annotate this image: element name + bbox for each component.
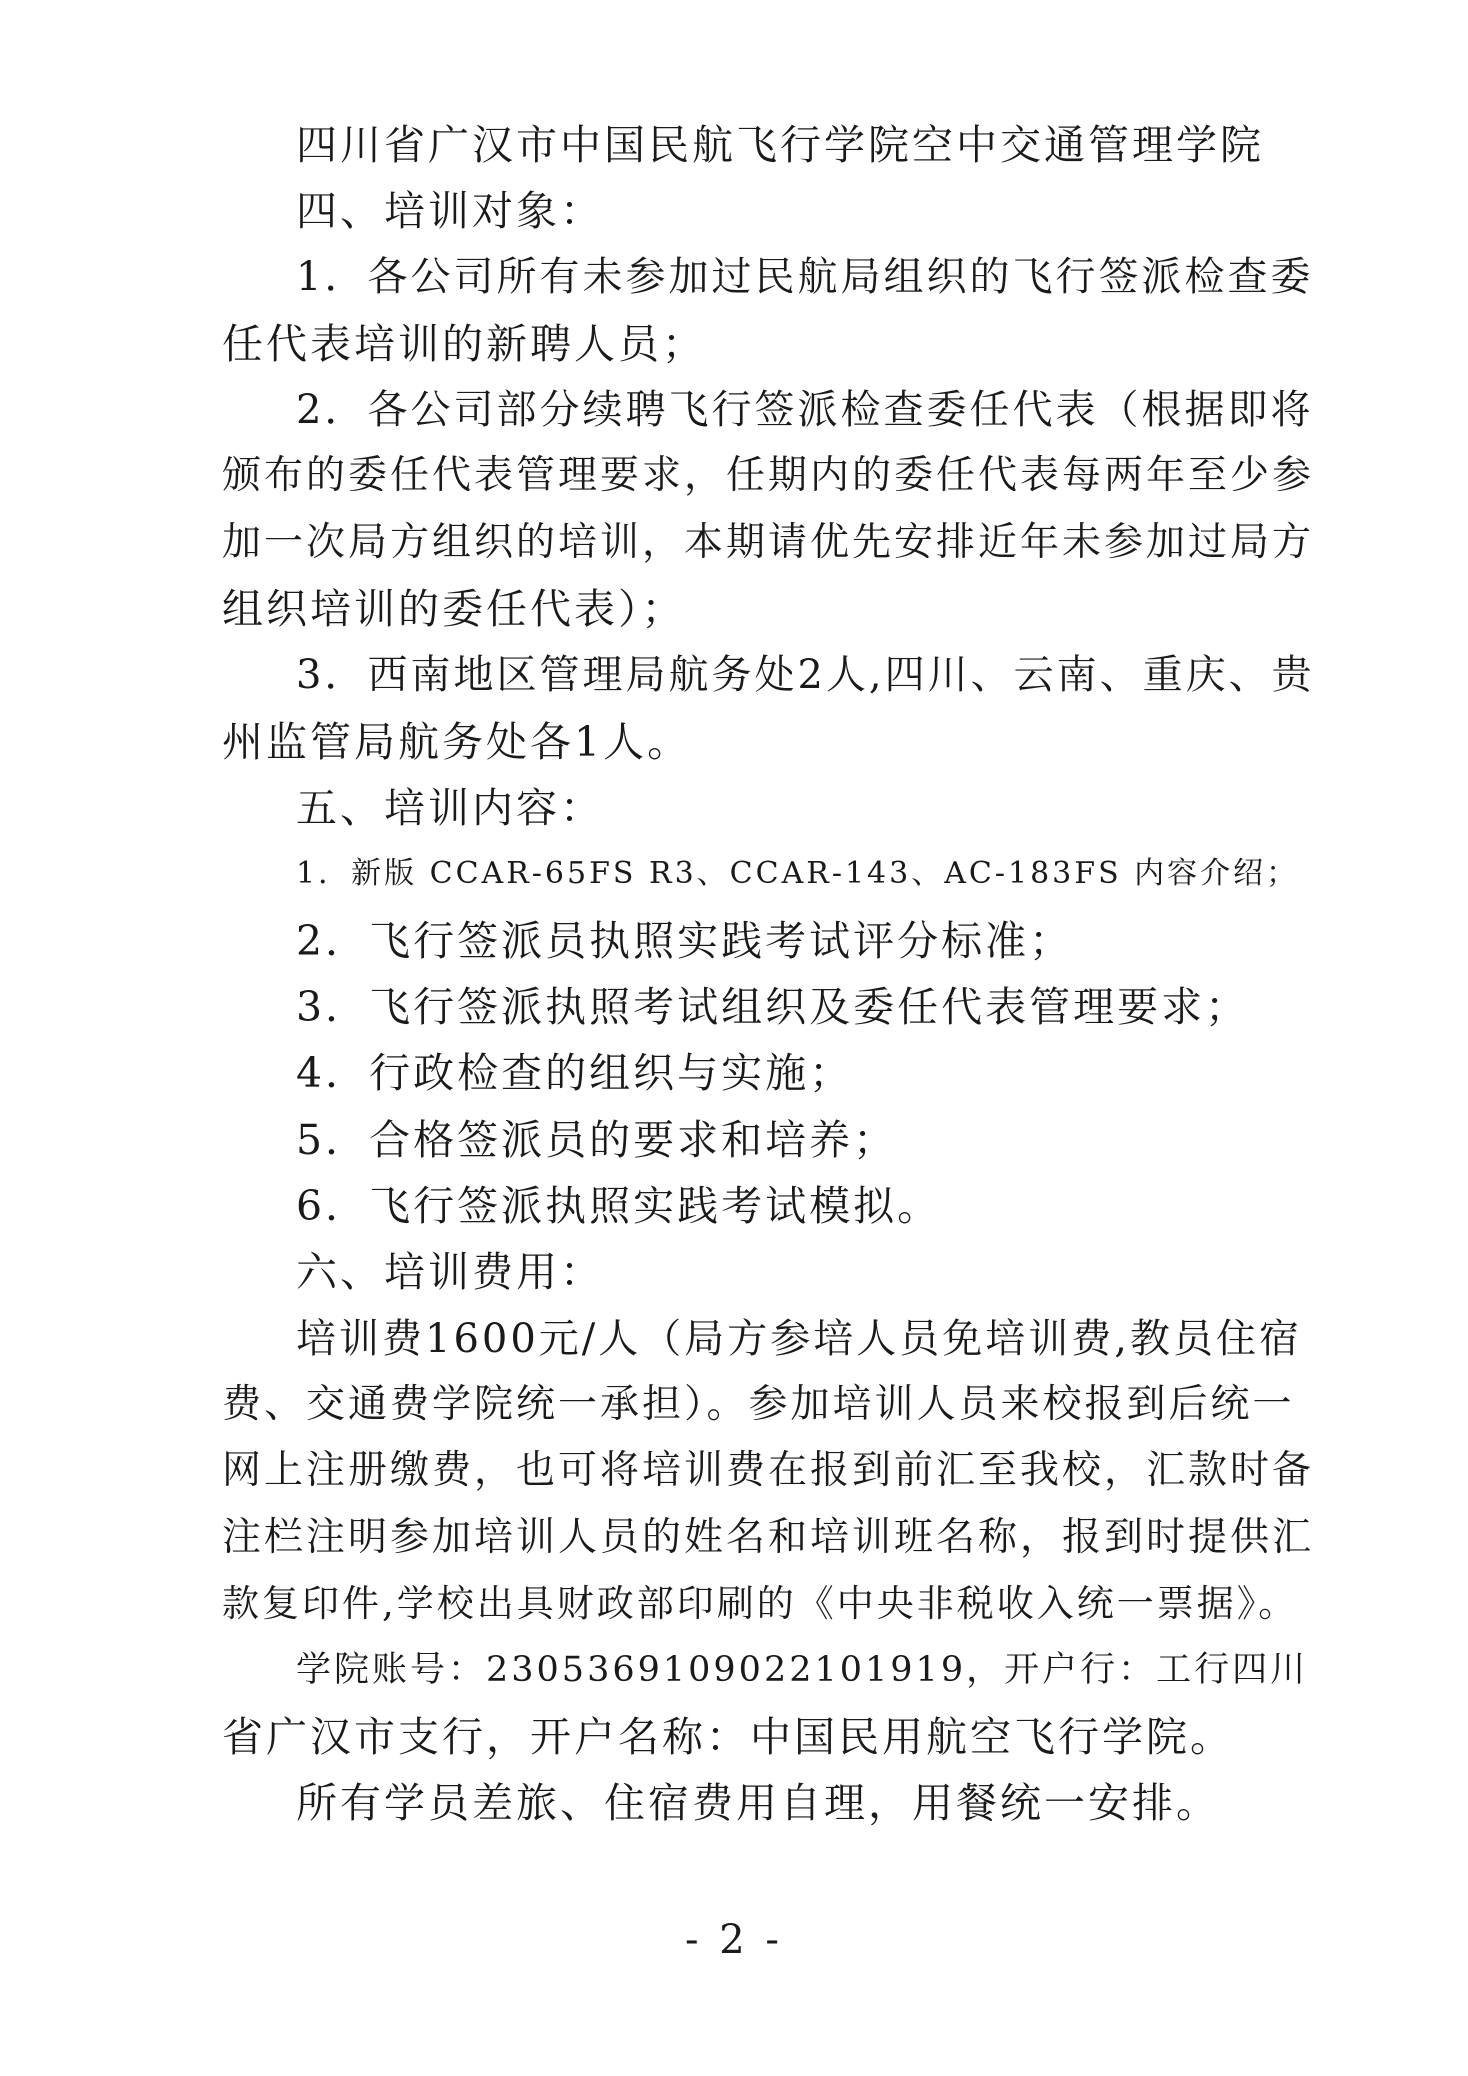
text-line: 颁布的委任代表管理要求，任期内的委任代表每两年至少参 <box>222 453 1315 498</box>
section-heading: 六、培训费用： <box>296 1248 604 1296</box>
text-line: 四川省广汉市中国民航飞行学院空中交通管理学院 <box>296 121 1264 169</box>
list-item: 1．各公司所有未参加过民航局组织的飞行签派检查委 <box>296 254 1314 300</box>
list-item: 2．飞行签派员执照实践考试评分标准； <box>296 917 1074 965</box>
list-item: 1．新版 CCAR-65FS R3、CCAR-143、AC-183FS 内容介绍； <box>296 856 1300 891</box>
list-item: 3．西南地区管理局航务处2人,四川、云南、重庆、贵 <box>296 652 1315 698</box>
list-item: 3．飞行签派执照考试组织及委任代表管理要求； <box>296 983 1250 1031</box>
text-line: 注栏注明参加培训人员的姓名和培训班名称，报到时提供汇 <box>222 1515 1315 1560</box>
text-line: 网上注册缴费，也可将培训费在报到前汇至我校，汇款时备 <box>222 1448 1315 1493</box>
text-line: 加一次局方组织的培训，本期请优先安排近年未参加过局方 <box>222 520 1315 565</box>
section-heading: 四、培训对象： <box>296 187 604 235</box>
text-line: 学院账号：2305369109022101919，开户行：工行四川 <box>296 1650 1309 1690</box>
list-item: 4．行政检查的组织与实施； <box>296 1049 854 1097</box>
list-item: 5．合格签派员的要求和培养； <box>296 1116 898 1164</box>
list-item: 2．各公司部分续聘飞行签派检查委任代表（根据即将 <box>296 387 1314 433</box>
text-line: 任代表培训的新聘人员； <box>222 320 706 368</box>
text-line: 省广汉市支行，开户名称：中国民用航空飞行学院。 <box>222 1713 1234 1761</box>
page-number: - 2 - <box>685 1917 783 1963</box>
text-line: 培训费1600元/人（局方参培人员免培训费,教员住宿 <box>296 1316 1302 1362</box>
text-line: 款复印件,学校出具财政部印刷的《中央非税收入统一票据》。 <box>222 1582 1299 1625</box>
list-item: 6．飞行签派执照实践考试模拟。 <box>296 1182 942 1230</box>
section-heading: 五、培训内容： <box>296 784 604 832</box>
text-line: 费、交通费学院统一承担）。参加培训人员来校报到后统一 <box>222 1382 1295 1427</box>
text-line: 州监管局航务处各1人。 <box>222 718 692 766</box>
text-line: 所有学员差旅、住宿费用自理，用餐统一安排。 <box>296 1779 1220 1827</box>
text-line: 组织培训的委任代表）； <box>222 585 686 633</box>
